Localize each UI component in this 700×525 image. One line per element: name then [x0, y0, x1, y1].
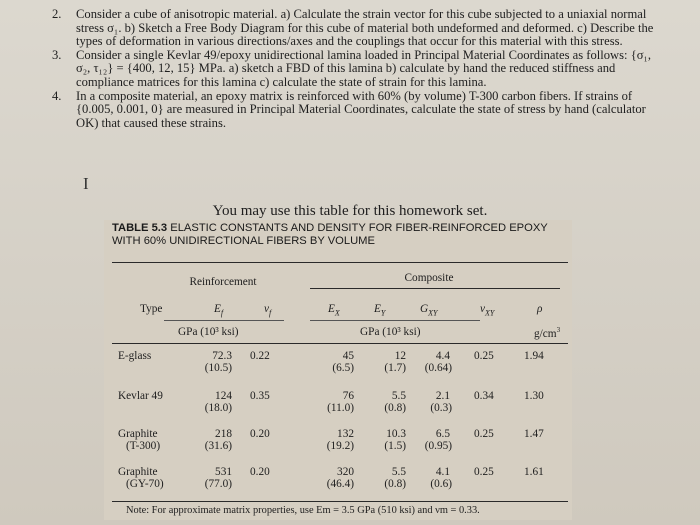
cell-gxy2: (0.95)	[424, 440, 452, 452]
cell-rho: 1.30	[524, 390, 544, 402]
cell-gxy: 2.1	[435, 390, 450, 402]
table-footnote: Note: For approximate matrix properties, use Em = 3.5 GPa (510 ksi) and νm = 0.33.	[126, 505, 480, 516]
cell-rho: 1.94	[524, 350, 544, 362]
homework-questions	[52, 8, 662, 130]
table-title	[112, 222, 568, 248]
cell-ex: 76	[342, 390, 354, 402]
table-label: TABLE 5.3	[112, 222, 168, 234]
cell-gxy: 4.4	[435, 350, 450, 362]
question-text: In a composite material, an epoxy matrix is reinforced with 60% (by volume) T-300 carbon fibers. If strains of {0.005, 0.001, 0} are measured in Principal Material Coordinates, calculate the state of stress by hand (calculator OK) that caused these strains.	[76, 88, 646, 130]
cell-vxy: 0.25	[474, 428, 494, 440]
cell-vxy: 0.25	[474, 466, 494, 478]
cell-ex2: (46.4)	[326, 478, 354, 490]
units-density: $g/cm^3$	[534, 326, 561, 340]
cell-gxy2: (0.6)	[430, 478, 452, 490]
cell-gxy2: (0.64)	[424, 362, 452, 374]
header-gxy: $G_{XY}$	[420, 303, 438, 318]
cell-ef: 124	[215, 390, 232, 402]
cell-type2: (T-300)	[126, 440, 161, 452]
cell-gxy: 4.1	[435, 466, 450, 478]
header-type: Type	[140, 303, 163, 315]
header-ey: $E_Y$	[374, 303, 386, 318]
table-caption: ELASTIC CONSTANTS AND DENSITY FOR FIBER-REINFORCED EPOXY WITH 60% UNIDIRECTIONAL FIBERS BY VOLUME	[112, 222, 548, 247]
cell-ey: 5.5	[391, 466, 406, 478]
units-rule-right	[310, 320, 480, 321]
cell-ex: 132	[337, 428, 354, 440]
cell-ey: 5.5	[391, 390, 406, 402]
table-usage-note: You may use this table for this homework set.	[212, 203, 488, 219]
cell-type: Graphite	[118, 466, 158, 478]
cell-ef: 72.3	[212, 350, 232, 362]
cell-ey: 12	[394, 350, 406, 362]
units-reinforcement: GPa (10³ ksi)	[178, 326, 239, 338]
cell-gxy: 6.5	[435, 428, 450, 440]
cell-ey2: (1.5)	[384, 440, 406, 452]
cell-rho: 1.47	[524, 428, 544, 440]
units-rule-left	[164, 320, 284, 321]
header-ex: $E_X$	[328, 303, 340, 318]
cell-ef2: (18.0)	[204, 402, 232, 414]
cell-vf: 0.35	[250, 390, 270, 402]
cell-type2: (GY-70)	[126, 478, 164, 490]
header-vxy: $\nu_{XY}$	[480, 303, 495, 318]
question-2	[52, 8, 662, 49]
cell-ey2: (0.8)	[384, 478, 406, 490]
cell-vxy: 0.34	[474, 390, 494, 402]
question-number: 2.	[52, 7, 62, 21]
table-rule-header	[112, 343, 568, 344]
cell-vxy: 0.25	[474, 350, 494, 362]
table-rule-top	[112, 262, 568, 263]
cell-ef: 531	[215, 466, 232, 478]
composite-group-rule	[310, 288, 560, 289]
cell-vf: 0.20	[250, 466, 270, 478]
cell-ef: 218	[215, 428, 232, 440]
cell-ey: 10.3	[386, 428, 406, 440]
cell-vf: 0.22	[250, 350, 270, 362]
elastic-constants-table	[104, 220, 572, 520]
cell-ex2: (19.2)	[326, 440, 354, 452]
cell-ey2: (0.8)	[384, 402, 406, 414]
header-density: ρ	[537, 303, 543, 315]
cell-type: Graphite	[118, 428, 158, 440]
header-fiber-poisson: $\nu_f$	[264, 303, 272, 318]
cell-ef2: (10.5)	[204, 362, 232, 374]
table-rule-bottom	[112, 501, 568, 502]
header-fiber-modulus: $E_f$	[214, 303, 224, 318]
cell-ex2: (6.5)	[332, 362, 354, 374]
cell-ex: 320	[337, 466, 354, 478]
cell-vf: 0.20	[250, 428, 270, 440]
cell-type: E-glass	[118, 350, 152, 362]
text-cursor-icon: I	[83, 174, 89, 193]
question-text: Consider a cube of anisotropic material. a) Calculate the strain vector for this cube subjected to a uniaxial normal stress σ₁. b) Sketch a Free Body Diagram for this cube of material both undeformed and deformed. c) Describe the types of deformation in various directions/axes and the couplings that occur for this material with this stress.	[76, 7, 654, 49]
header-reinforcement: Reinforcement	[189, 276, 257, 288]
cell-type: Kevlar 49	[118, 390, 163, 402]
header-composite: Composite	[404, 272, 454, 284]
question-3	[52, 49, 662, 90]
cell-ef2: (31.6)	[204, 440, 232, 452]
question-text: Consider a single Kevlar 49/epoxy unidirectional lamina loaded in Principal Material Coordinates as follows: {σ₁, σ₂, τ₁₂} = {400, 12, 15} MPa. a) sketch a FBD of this lamina b) calculate by hand the reduced stiffness and compliance matrices for this lamina c) calculate the state of strain for this lamina.	[76, 47, 652, 89]
cell-ef2: (77.0)	[204, 478, 232, 490]
cell-ey2: (1.7)	[384, 362, 406, 374]
units-composite: GPa (10³ ksi)	[360, 326, 421, 338]
cell-ex2: (11.0)	[327, 402, 354, 414]
cell-gxy2: (0.3)	[430, 402, 452, 414]
cell-ex: 45	[342, 350, 354, 362]
cell-rho: 1.61	[524, 466, 544, 478]
question-number: 3.	[52, 47, 62, 62]
question-4	[52, 90, 662, 131]
question-number: 4.	[52, 88, 62, 103]
